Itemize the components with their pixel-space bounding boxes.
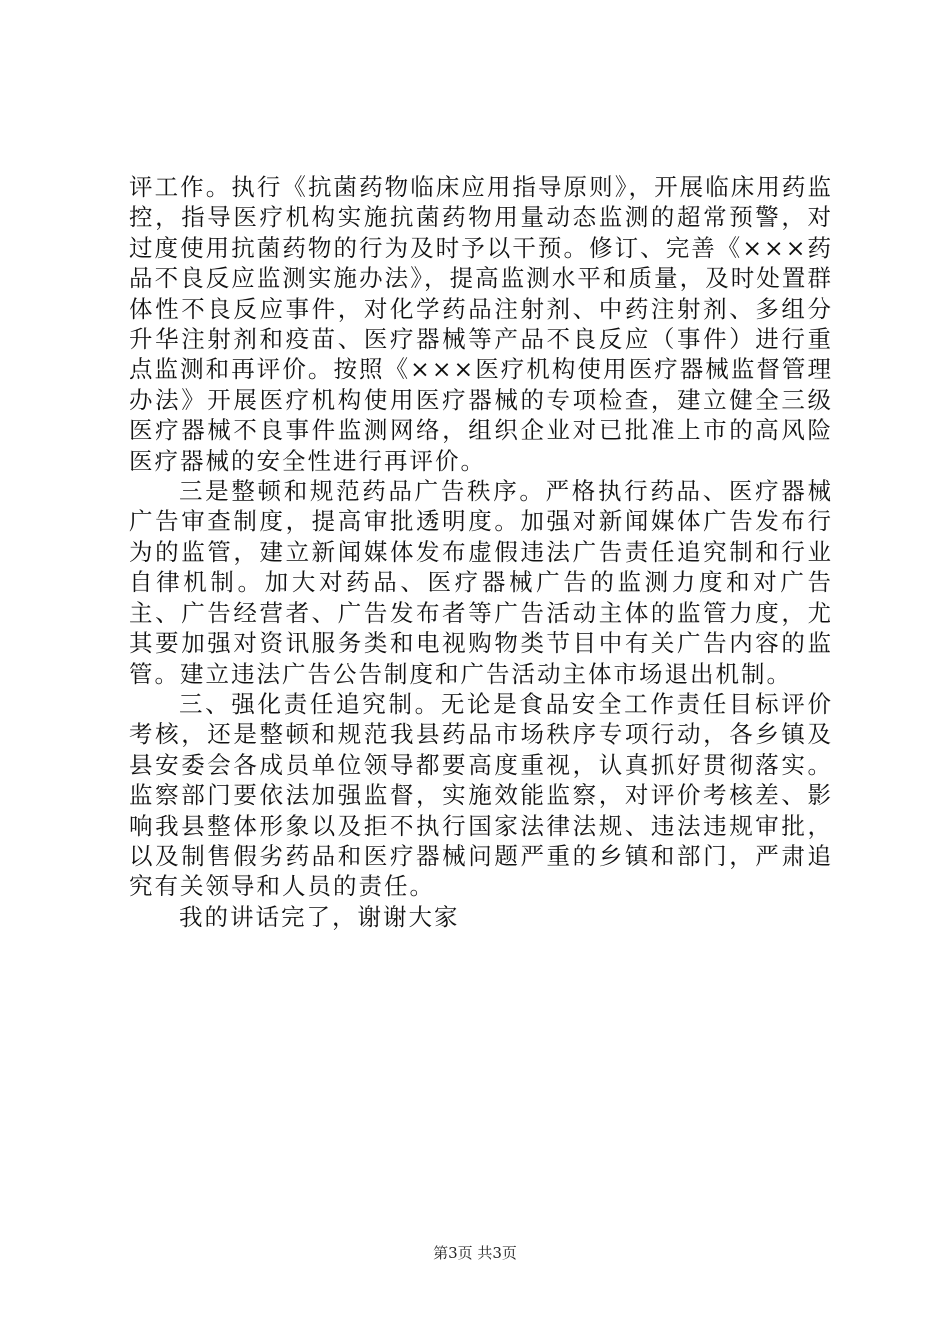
paragraph-accountability: 三、强化责任追究制。无论是食品安全工作责任目标评价考核，还是整顿和规范我县药品市场秩序专项行动，各乡镇及县安委会各成员单位领导都要高度重视，认真抓好贯彻落实。监察部门要依法加强监督，实施效能监察，对评价考核差、影响我县整体形象以及拒不执行国家法律法规、违法违规审批，以及制售假劣药品和医疗器械问题严重的乡镇和部门，严肃追究有关领导和人员的责任。: [129, 689, 833, 901]
paragraph-continuation: 评工作。执行《抗菌药物临床应用指导原则》，开展临床用药监控，指导医疗机构实施抗菌药物用量动态监测的超常预警，对过度使用抗菌药物的行为及时予以干预。修订、完善《×××药品不良反应监测实施办法》，提高监测水平和质量，及时处置群体性不良反应事件，对化学药品注射剂、中药注射剂、多组分升华注射剂和疫苗、医疗器械等产品不良反应（事件）进行重点监测和再评价。按照《×××医疗机构使用医疗器械监督管理办法》开展医疗机构使用医疗器械的专项检查，建立健全三级医疗器械不良事件监测网络，组织企业对已批准上市的高风险医疗器械的安全性进行再评价。: [129, 173, 833, 475]
document-body: [129, 172, 833, 932]
page-number-footer: 第3页 共3页: [433, 1244, 517, 1262]
paragraph-closing: 我的讲话完了，谢谢大家: [179, 902, 460, 931]
paragraph-advertising-order: 三是整顿和规范药品广告秩序。严格执行药品、医疗器械广告审查制度，提高审批透明度。加强对新闻媒体广告发布行为的监管，建立新闻媒体发布虚假违法广告责任追究制和行业自律机制。加大对药品、医疗器械广告的监测力度和对广告主、广告经营者、广告发布者等广告活动主体的监管力度，尤其要加强对资讯服务类和电视购物类节目中有关广告内容的监管。建立违法广告公告制度和广告活动主体市场退出机制。: [129, 477, 833, 688]
